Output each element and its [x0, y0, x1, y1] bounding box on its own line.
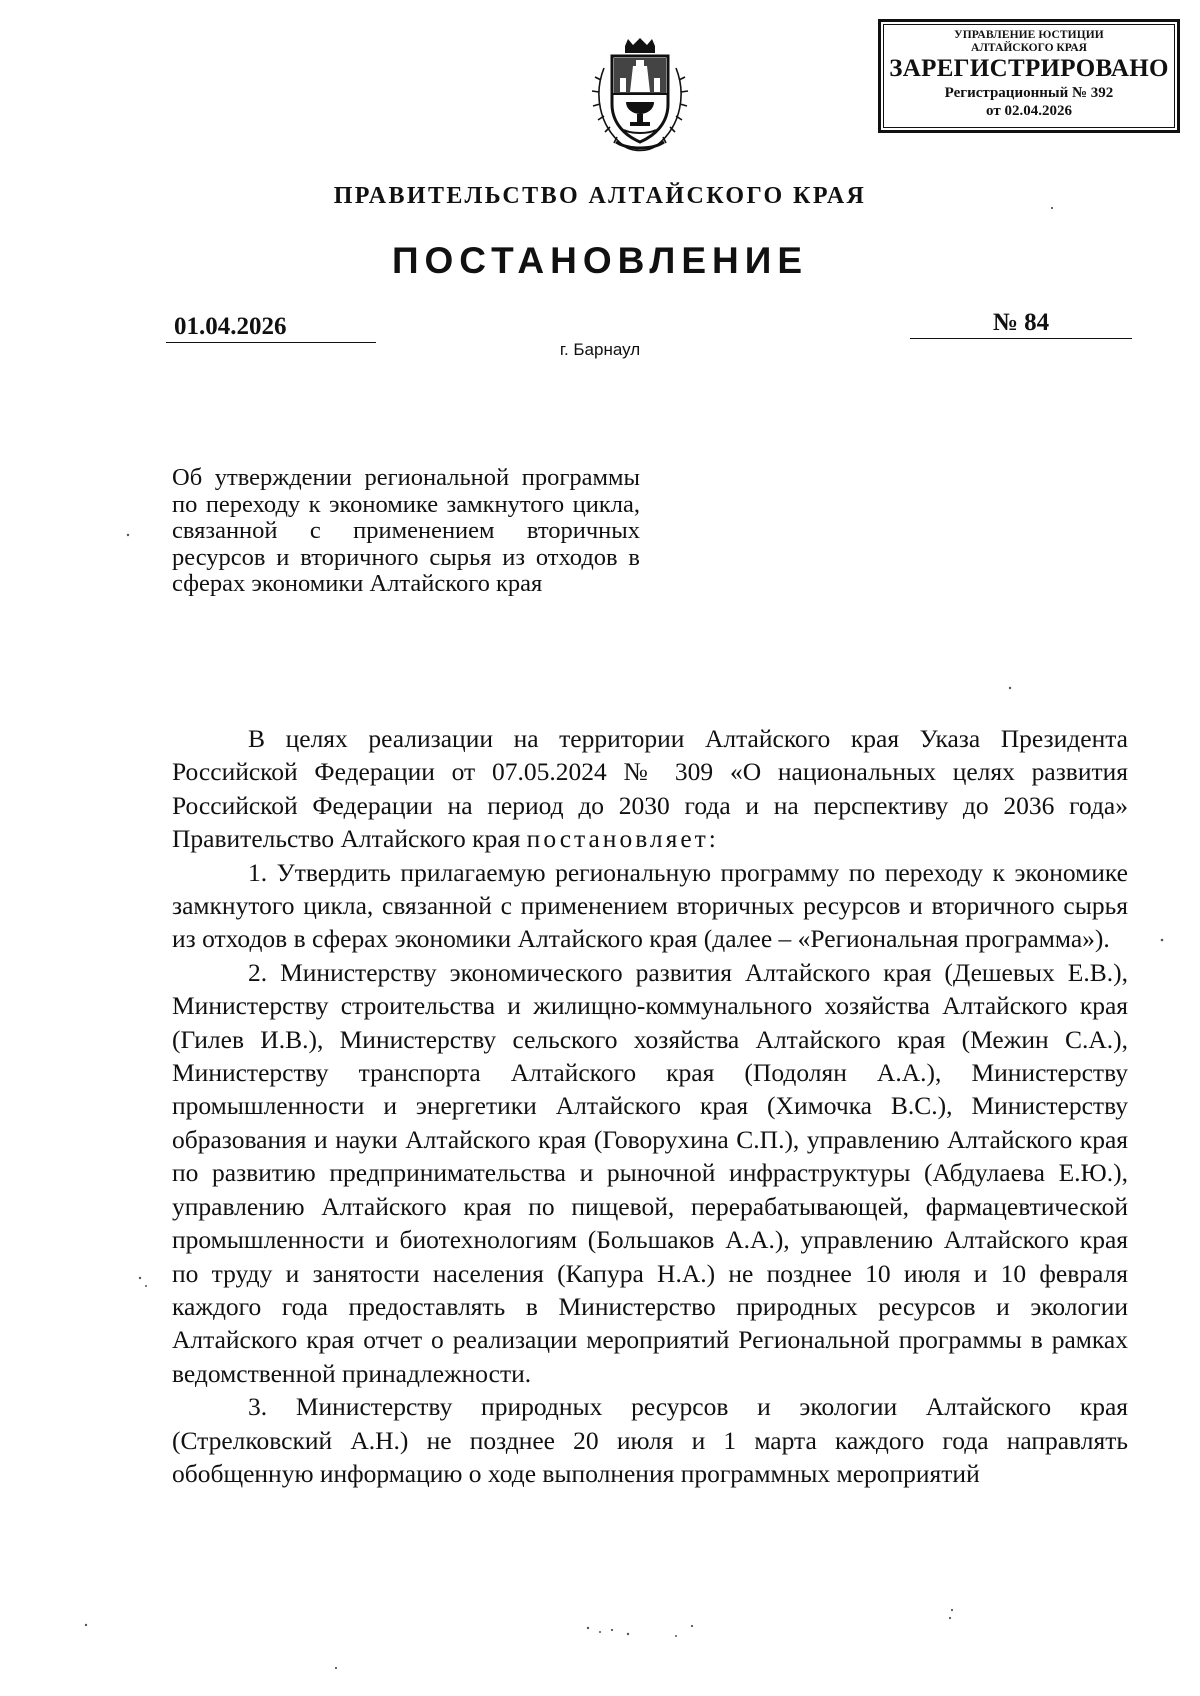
- body-paragraph-2: 2. Министерству экономического развития Алтайского края (Дешевых Е.В.), Министерству строительства и жилищно-коммунального хозяйства Алтайского края (Гилев И.В.), Министерству сельского хозяйства Алтайского края (Межин С.А.), Министерству транспорта Алтайского края (Подолян А.А.), Министерству промышленности и энергетики Алтайского края (Химочка В.С.), Министерству образования и науки Алтайского края (Говорухина С.П.), управлению Алтайского края по развитию предпринимательства и рыночной инфраструктуры (Абдулаева Е.Ю.), управлению Алтайского края по пищевой, перерабатывающей, фармацевтической промышленности и биотехнологиям (Большаков А.А.), управлению Алтайского края по труду и занятости населения (Капура Н.А.) не позднее 10 июля и 10 февраля каждого года предоставлять в Министерство природных ресурсов и экологии Алтайского края отчет о реализации мероприятий Региональной программы в рамках ведомственной принадлежности.: [172, 957, 1128, 1388]
- body-paragraph-3: 3. Министерству природных ресурсов и экологии Алтайского края (Стрелковский А.Н.) не позднее 20 июля и 1 марта каждого года направлять обобщенную информацию о ходе выполнения программных мероприятий: [172, 1392, 1128, 1488]
- document-number: № 84: [910, 308, 1132, 339]
- body-paragraph-intro: [172, 722, 1128, 856]
- body-paragraph-1: 1. Утвердить прилагаемую региональную программу по переходу к экономике замкнутого цикла, связанной с применением вторичных ресурсов и вторичного сырья из отходов в сферах экономики Алтайского края (далее – «Региональная программа»).: [172, 857, 1128, 954]
- government-title: ПРАВИТЕЛЬСТВО АЛТАЙСКОГО КРАЯ: [333, 183, 867, 209]
- stamp-status: ЗАРЕГИСТРИРОВАНО: [889, 55, 1169, 82]
- stamp-reg-number: Регистрационный № 392: [944, 85, 1114, 101]
- coat-of-arms-emblem: [590, 38, 690, 156]
- document-date: 01.04.2026: [166, 312, 376, 343]
- registration-stamp: [878, 19, 1180, 133]
- stamp-inner-frame: [883, 24, 1175, 128]
- intro-text: В целях реализации на территории Алтайского края Указа Президента Российской Федерации от 07.05.2024 № 309 «О национальных целях развития Российской Федерации на период до 2030 года и на перспективу до 2036 года» Правительство Алтайского края: [172, 724, 1128, 854]
- stamp-reg-date: от 02.04.2026: [986, 103, 1072, 119]
- document-subject: Об утверждении региональной программы по переходу к экономике замкнутого цикла, связанной с применением вторичных ресурсов и вторичного сырья из отходов в сферах экономики Алтайского края: [172, 464, 640, 597]
- document-body: [172, 722, 1128, 1490]
- document-city: г. Барнаул: [559, 340, 641, 359]
- document-type: ПОСТАНОВЛЕНИЕ: [391, 240, 809, 281]
- intro-keyword: постановляет:: [526, 824, 719, 854]
- stamp-authority-line1: УПРАВЛЕНИЕ ЮСТИЦИИ: [954, 29, 1104, 41]
- stamp-authority-line2: АЛТАЙСКОГО КРАЯ: [971, 42, 1087, 54]
